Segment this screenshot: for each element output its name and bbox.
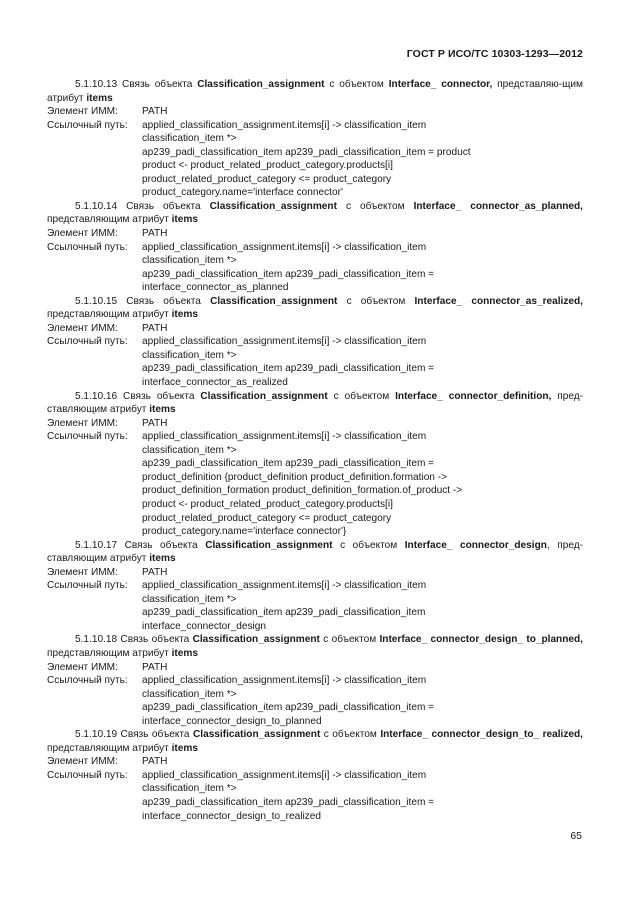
heading-bold-run: Interface_ connector_as_planned, [413, 200, 583, 212]
mapping-section [47, 633, 583, 728]
path-line: ap239_padi_classification_item ap239_padi_classification_item = [142, 268, 435, 280]
mapping-section [47, 728, 583, 823]
heading-text-run: 5.1.10.19 Связь объекта [75, 729, 193, 741]
heading-text-run: 5.1.10.13 Связь объекта [75, 79, 198, 90]
heading-text-run: с объектом [337, 295, 415, 307]
heading-bold-run: Interface_ connector_design_ to_planned, [379, 634, 583, 646]
heading-bold-run: Classification_assignment [192, 729, 321, 741]
section-heading [47, 539, 583, 566]
mapping-section [47, 200, 583, 295]
section-heading [47, 295, 583, 322]
heading-text-run: представляю-щим атрибут [47, 79, 583, 104]
path-line: interface_connector_design_to_realized [142, 810, 322, 822]
mapping-section [47, 295, 583, 390]
path-line: applied_classification_assignment.items[i] -> classification_item [142, 580, 427, 592]
section-heading [47, 78, 583, 105]
path-line: applied_classification_assignment.items[i] -> classification_item [142, 431, 427, 443]
path-label: Ссылочный путь: [47, 769, 128, 781]
element-label: Элемент ИММ: [47, 566, 118, 578]
element-row [47, 322, 583, 336]
section-heading [47, 390, 583, 417]
heading-bold-run: Classification_assignment [192, 634, 320, 646]
path-line: classification_item *> [142, 444, 237, 456]
element-value: PATH [142, 756, 168, 768]
mapping-section [47, 539, 583, 634]
path-line: ap239_padi_classification_item ap239_padi_classification_item = [142, 796, 435, 808]
path-label: Ссылочный путь: [47, 119, 128, 131]
path-row [47, 119, 583, 133]
heading-bold-run: Classification_assignment [197, 79, 325, 90]
path-line: applied_classification_assignment.items[i] -> classification_item [142, 336, 427, 348]
element-row [47, 566, 583, 580]
heading-bold-run: Interface_ connector, [388, 79, 493, 90]
element-row [47, 755, 583, 769]
path-label: Ссылочный путь: [47, 675, 128, 687]
heading-bold-run: items [171, 309, 198, 321]
element-row [47, 417, 583, 431]
path-row [47, 430, 583, 444]
heading-text-run: , пред-ставляющим атрибут [47, 539, 583, 565]
element-row [47, 105, 583, 119]
heading-text-run: пред-ставляющим атрибут [47, 390, 583, 416]
heading-text-run: с объектом [320, 729, 381, 741]
path-line: interface_connector_design_to_planned [142, 715, 322, 727]
heading-bold-run: items [171, 742, 198, 754]
heading-bold-run: Classification_assignment [200, 390, 328, 402]
heading-text-run: с объектом [332, 539, 405, 551]
heading-bold-run: items [149, 404, 176, 416]
heading-text-run: 5.1.10.14 Связь объекта [75, 200, 210, 212]
path-label: Ссылочный путь: [47, 241, 128, 253]
heading-text-run: с объектом [324, 79, 389, 90]
path-line: classification_item *> [142, 688, 237, 700]
document-header: ГОСТ Р ИСО/ТС 10303-1293—2012 [406, 48, 583, 60]
element-label: Элемент ИММ: [47, 756, 118, 768]
path-line: interface_connector_design [142, 620, 267, 632]
heading-text-run: с объектом [327, 390, 396, 402]
path-line: product_category.name='interface connector'} [142, 526, 347, 538]
path-line: classification_item *> [142, 255, 237, 267]
heading-text-run: 5.1.10.15 Связь объекта [75, 295, 211, 307]
page-number: 65 [570, 830, 582, 842]
heading-bold-run: items [171, 214, 198, 226]
path-line: classification_item *> [142, 783, 237, 795]
path-line: interface_connector_as_planned [142, 282, 289, 294]
path-line: ap239_padi_classification_item ap239_padi_classification_item = [142, 702, 435, 714]
heading-bold-run: items [171, 647, 198, 659]
heading-bold-run: Classification_assignment [210, 295, 338, 307]
heading-text-run: 5.1.10.18 Связь объекта [75, 634, 193, 646]
mapping-section [47, 78, 583, 200]
heading-text-run: представляющим атрибут [47, 309, 172, 321]
heading-text-run: представляющим атрибут [47, 742, 172, 754]
path-line: product <- product_related_product_category.products[i] [142, 160, 393, 172]
path-line: classification_item *> [142, 133, 237, 145]
heading-bold-run: Interface_ connector_definition, [395, 390, 552, 402]
path-line: product <- product_related_product_category.products[i] [142, 498, 393, 510]
path-line: ap239_padi_classification_item ap239_padi_classification_item = product [142, 146, 471, 158]
element-label: Элемент ИММ: [47, 661, 118, 673]
mapping-section [47, 390, 583, 539]
path-line: ap239_padi_classification_item ap239_padi_classification_item = [142, 458, 435, 470]
path-row [47, 579, 583, 593]
path-line: product_related_product_category <= product_category [142, 512, 392, 524]
path-label: Ссылочный путь: [47, 431, 128, 443]
path-line: applied_classification_assignment.items[i] -> classification_item [142, 769, 427, 781]
path-line: applied_classification_assignment.items[i] -> classification_item [142, 675, 427, 687]
path-line: product_category.name='interface connector' [142, 187, 343, 199]
path-line: applied_classification_assignment.items[i] -> classification_item [142, 119, 427, 131]
path-line: ap239_padi_classification_item ap239_padi_classification_item = [142, 363, 435, 375]
heading-text-run: представляющим атрибут [47, 214, 172, 226]
section-heading [47, 728, 583, 755]
heading-text-run: 5.1.10.17 Связь объекта [75, 539, 206, 551]
path-row [47, 241, 583, 255]
path-row [47, 674, 583, 688]
path-line: product_related_product_category <= product_category [142, 173, 392, 185]
path-line: classification_item *> [142, 593, 237, 605]
heading-text-run: с объектом [336, 200, 414, 212]
element-value: PATH [142, 228, 168, 240]
heading-text-run: представляющим атрибут [47, 647, 172, 659]
path-row [47, 769, 583, 783]
element-row [47, 227, 583, 241]
section-heading [47, 633, 583, 660]
path-line: product_definition {product_definition product_definition.formation -> [142, 471, 447, 483]
element-value: PATH [142, 417, 168, 429]
element-row [47, 661, 583, 675]
element-label: Элемент ИММ: [47, 228, 118, 240]
heading-bold-run: Interface_ connector_design_to_ realized, [380, 729, 583, 741]
heading-text-run: с объектом [319, 634, 380, 646]
element-value: PATH [142, 106, 168, 118]
element-label: Элемент ИММ: [47, 322, 118, 334]
heading-bold-run: Interface_ connector_design [404, 539, 547, 551]
element-value: PATH [142, 322, 168, 334]
path-label: Ссылочный путь: [47, 336, 128, 348]
path-line: ap239_padi_classification_item ap239_padi_classification_item [142, 607, 426, 619]
path-line: interface_connector_as_realized [142, 377, 288, 389]
section-heading [47, 200, 583, 227]
element-value: PATH [142, 566, 168, 578]
heading-bold-run: Classification_assignment [205, 539, 333, 551]
path-line: applied_classification_assignment.items[i] -> classification_item [142, 241, 427, 253]
heading-bold-run: Interface_ connector_as_realized, [414, 295, 583, 307]
heading-bold-run: items [86, 92, 113, 104]
heading-bold-run: Classification_assignment [209, 200, 337, 212]
path-line: product_definition_formation product_definition_formation.of_product -> [142, 485, 463, 497]
document-body [47, 78, 583, 823]
heading-bold-run: items [149, 553, 176, 565]
path-line: classification_item *> [142, 349, 237, 361]
path-label: Ссылочный путь: [47, 580, 128, 592]
element-label: Элемент ИММ: [47, 106, 118, 118]
element-label: Элемент ИММ: [47, 417, 118, 429]
path-row [47, 335, 583, 349]
element-value: PATH [142, 661, 168, 673]
heading-text-run: 5.1.10.16 Связь объекта [75, 390, 201, 402]
